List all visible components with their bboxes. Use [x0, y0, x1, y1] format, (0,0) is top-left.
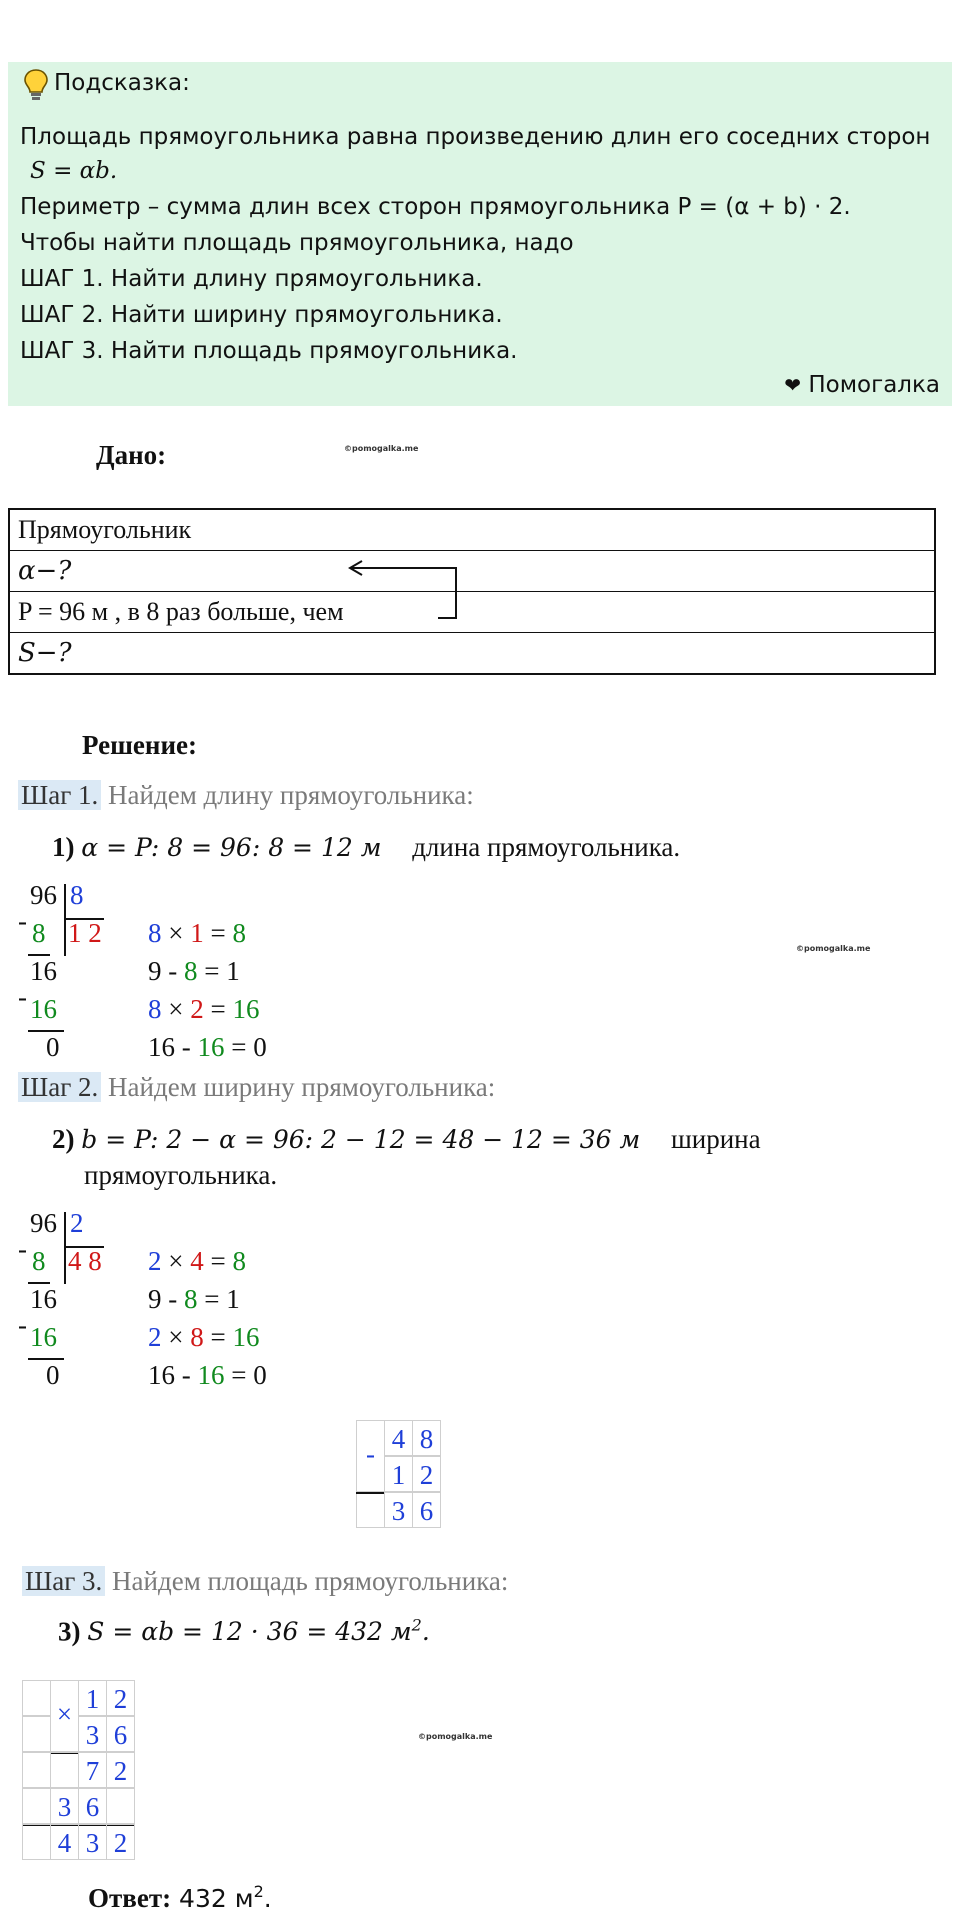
div2-sub2: 16: [30, 1322, 57, 1352]
calc-value: 2: [190, 994, 204, 1024]
step-2-formula-line: [52, 1124, 761, 1155]
calc-value: 1: [190, 918, 204, 948]
step-3-label: Шаг 3.: [22, 1566, 105, 1596]
mul-cell-empty: [22, 1680, 51, 1716]
hint-title: Подсказка:: [54, 70, 190, 96]
div2-divisor: 2: [70, 1208, 84, 1238]
sub-cell: 3: [384, 1492, 413, 1528]
step-1-text: Найдем длину прямоугольника:: [101, 780, 474, 810]
calc-value: 8: [232, 918, 246, 948]
hint-step-3-label: ШАГ 3.: [20, 338, 104, 364]
answer-label: Ответ:: [88, 1883, 172, 1913]
division-2: [0, 1208, 300, 1398]
formula-main: S = αb = 12 · 36 = 432 м: [87, 1617, 412, 1647]
hint-step-2-text: Найти ширину прямоугольника.: [103, 302, 503, 328]
step-2-desc: ширина: [670, 1124, 761, 1154]
calc-value: 2: [148, 1246, 162, 1276]
div1-rem1: 16: [30, 956, 57, 986]
mul-cell: 3: [78, 1824, 107, 1860]
answer-sup: 2: [253, 1882, 264, 1901]
div1-rem2: 0: [46, 1032, 60, 1062]
watermark: ©pomogalka.me: [344, 444, 419, 453]
hint-step-1-label: ШАГ 1.: [20, 266, 104, 292]
calc-value: 2: [148, 1322, 162, 1352]
mul-cell: 3: [50, 1788, 79, 1824]
hint-line-area-formula: S = αb.: [30, 158, 118, 184]
solution-heading: Решение:: [82, 730, 197, 760]
mul-cell: 6: [106, 1716, 135, 1752]
hint-line-perimeter: Периметр – сумма длин всех сторон прямоугольника P = (α + b) · 2.: [20, 194, 851, 220]
mul-cell-empty: [22, 1752, 51, 1788]
div1-minus-1: -: [18, 906, 27, 936]
given-table: [8, 508, 936, 675]
sub-rule: [356, 1492, 384, 1494]
calc-op: ×: [161, 1246, 191, 1276]
div1-minus-2: -: [18, 982, 27, 1012]
div2-calc-3: [148, 1322, 259, 1353]
division-1: [0, 880, 300, 1070]
hint-step-1: [20, 266, 483, 292]
div1-quotient: 1 2: [68, 918, 102, 948]
mul-cell: 6: [78, 1788, 107, 1824]
calc-value: 8: [184, 1284, 198, 1314]
calc-op: 9 -: [148, 956, 184, 986]
formula-end: .: [421, 1617, 430, 1647]
step-2-num: 2): [52, 1124, 75, 1154]
calc-op: = 0: [224, 1032, 267, 1062]
step-3-formula: [87, 1617, 430, 1646]
relation-arrow-icon: [340, 552, 470, 624]
given-row-shape: [10, 510, 934, 551]
given-row-area: [10, 633, 934, 673]
hint-line-area-rule: Площадь прямоугольника равна произведению длин его соседних сторон: [20, 124, 931, 150]
hint-step-1-text: Найти длину прямоугольника.: [103, 266, 483, 292]
div2-calc-2: [148, 1284, 240, 1315]
div2-calc-1: [148, 1246, 246, 1277]
div2-bracket-vertical: [64, 1212, 66, 1284]
calc-op: = 1: [197, 1284, 240, 1314]
mul-cell-empty: [106, 1788, 135, 1824]
div1-sub1: 8: [32, 918, 46, 948]
formula-sup: 2: [411, 1616, 422, 1635]
given-shape-text: Прямоугольник: [18, 515, 192, 544]
sub-cell: 6: [412, 1492, 441, 1528]
step-2-text: Найдем ширину прямоугольника:: [101, 1072, 496, 1102]
mul-cell: 4: [50, 1824, 79, 1860]
calc-op: ×: [161, 1322, 191, 1352]
watermark: ©pomogalka.me: [418, 1732, 493, 1741]
calc-value: 16: [197, 1360, 225, 1390]
calc-op: =: [203, 1246, 233, 1276]
step-3-formula-line: [58, 1616, 430, 1647]
calc-op: =: [203, 994, 233, 1024]
step-3-text: Найдем площадь прямоугольника:: [105, 1566, 509, 1596]
calc-value: 8: [190, 1322, 204, 1352]
mul-cell-empty: [22, 1824, 51, 1860]
answer-line: [88, 1882, 272, 1914]
calc-value: 8: [148, 994, 162, 1024]
mul-cell: 2: [106, 1824, 135, 1860]
mul-sign: ×: [50, 1680, 79, 1752]
step-2-desc-cont: прямоугольника.: [84, 1160, 278, 1190]
answer-end: .: [263, 1884, 272, 1913]
mul-cell-empty: [22, 1788, 51, 1824]
calc-op: =: [203, 1322, 233, 1352]
div2-dividend: 96: [30, 1208, 57, 1238]
calc-value: 16: [232, 1322, 260, 1352]
multiplication-grid: [22, 1680, 142, 1864]
div1-calc-4: [148, 1032, 267, 1063]
div1-bracket-vertical: [64, 884, 66, 956]
div1-divisor: 8: [70, 880, 84, 910]
heart-icon: ❤: [784, 373, 802, 397]
hint-step-2-label: ШАГ 2.: [20, 302, 104, 328]
step-2-formula: b = P: 2 − α = 96: 2 − 12 = 48 − 12 = 36 м: [81, 1125, 641, 1154]
step-1-desc: длина прямоугольника.: [412, 832, 681, 862]
sub-sign: -: [356, 1420, 385, 1492]
div2-sub1: 8: [32, 1246, 46, 1276]
calc-op: =: [203, 918, 233, 948]
step-3-num: 3): [58, 1616, 81, 1647]
given-perimeter-text: P = 96 м , в 8 раз больше, чем: [18, 597, 344, 626]
sub-cell: 8: [412, 1420, 441, 1456]
calc-value: 16: [197, 1032, 225, 1062]
step-1-formula-line: [52, 832, 680, 863]
answer-value: 432 м: [171, 1884, 254, 1913]
div2-minus-2: -: [18, 1310, 27, 1340]
step-1-num: 1): [52, 832, 75, 862]
mul-cell-empty: [50, 1752, 79, 1788]
mul-cell: 3: [78, 1716, 107, 1752]
step-1-formula: α = P: 8 = 96: 8 = 12 м: [81, 833, 382, 862]
calc-op: = 1: [197, 956, 240, 986]
div1-calc-2: [148, 956, 240, 987]
mul-cell: 1: [78, 1680, 107, 1716]
div1-sub2: 16: [30, 994, 57, 1024]
sub-cell: 4: [384, 1420, 413, 1456]
hint-step-2: [20, 302, 503, 328]
hint-line-plan: Чтобы найти площадь прямоугольника, надо: [20, 230, 574, 256]
sub-cell: 1: [384, 1456, 413, 1492]
mul-cell-empty: [22, 1716, 51, 1752]
lightbulb-icon: [22, 68, 50, 102]
div2-rem2: 0: [46, 1360, 60, 1390]
brand-name: Помогалка: [808, 372, 940, 398]
subtraction-grid: [356, 1420, 446, 1532]
sub-cell: 2: [412, 1456, 441, 1492]
step-1-heading: [18, 780, 474, 811]
calc-op: ×: [161, 994, 191, 1024]
calc-op: = 0: [224, 1360, 267, 1390]
calc-value: 8: [184, 956, 198, 986]
calc-op: ×: [161, 918, 191, 948]
div2-quotient: 4 8: [68, 1246, 102, 1276]
div1-calc-3: [148, 994, 259, 1025]
hint-step-3: [20, 338, 517, 364]
div2-calc-4: [148, 1360, 267, 1391]
brand-credit: [784, 372, 940, 398]
calc-op: 16 -: [148, 1360, 198, 1390]
given-area-text: S−?: [18, 638, 72, 668]
given-length-text: α−?: [18, 556, 72, 586]
calc-op: 9 -: [148, 1284, 184, 1314]
step-3-heading: [22, 1566, 508, 1597]
sub-cell-empty: [356, 1492, 385, 1528]
hint-box: [8, 62, 952, 406]
div1-calc-1: [148, 918, 246, 949]
calc-op: 16 -: [148, 1032, 198, 1062]
mul-cell: 7: [78, 1752, 107, 1788]
calc-value: 8: [232, 1246, 246, 1276]
step-2-label: Шаг 2.: [18, 1072, 101, 1102]
div2-rem1: 16: [30, 1284, 57, 1314]
given-row-perimeter: [10, 592, 934, 633]
hint-step-3-text: Найти площадь прямоугольника.: [103, 338, 518, 364]
mul-cell: 2: [106, 1752, 135, 1788]
given-heading: Дано:: [96, 440, 167, 470]
calc-value: 8: [148, 918, 162, 948]
div2-minus-1: -: [18, 1234, 27, 1264]
calc-value: 16: [232, 994, 260, 1024]
step-1-label: Шаг 1.: [18, 780, 101, 810]
step-2-heading: [18, 1072, 495, 1103]
calc-value: 4: [190, 1246, 204, 1276]
given-row-length: [10, 551, 934, 592]
watermark: ©pomogalka.me: [796, 944, 871, 953]
mul-cell: 2: [106, 1680, 135, 1716]
div1-dividend: 96: [30, 880, 57, 910]
